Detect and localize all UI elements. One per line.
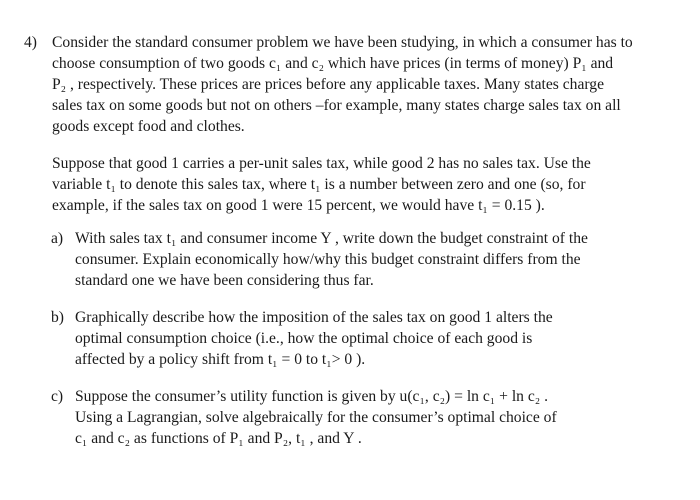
part-line: Suppose the consumer’s utility function is given by u(c₁, c₂) = ln c₁ + ln c₂ . bbox=[75, 388, 548, 405]
intro-line: P₂ , respectively. These prices are prices before any applicable taxes. Many states charge bbox=[52, 76, 605, 93]
part-line: With sales tax t₁ and consumer income Y , write down the budget constraint of the bbox=[75, 230, 588, 247]
part-label: c) bbox=[51, 388, 64, 405]
part-line: standard one we have been considering thus far. bbox=[75, 272, 374, 289]
question-number: 4) bbox=[24, 34, 37, 51]
intro-line: sales tax on some goods but not on others –for example, many states charge sales tax on all bbox=[52, 97, 621, 114]
part-line: Graphically describe how the imposition of the sales tax on good 1 alters the bbox=[75, 309, 553, 326]
question-intro bbox=[52, 32, 684, 137]
part-line: Using a Lagrangian, solve algebraically for the consumer’s optimal choice of bbox=[75, 409, 557, 426]
setup-line: variable t₁ to denote this sales tax, where t₁ is a number between zero and one (so, for bbox=[52, 176, 586, 193]
part-label: b) bbox=[51, 309, 64, 326]
part-line: consumer. Explain economically how/why this budget constraint differs from the bbox=[75, 251, 581, 268]
part-line: affected by a policy shift from t₁ = 0 to t₁> 0 ). bbox=[75, 351, 366, 368]
part-label: a) bbox=[51, 230, 64, 247]
part-text bbox=[75, 307, 553, 370]
intro-line: goods except food and clothes. bbox=[52, 118, 245, 135]
part-text bbox=[75, 228, 588, 291]
part-text bbox=[75, 386, 557, 449]
setup-line: Suppose that good 1 carries a per-unit sales tax, while good 2 has no sales tax. Use the bbox=[52, 155, 591, 172]
intro-line: choose consumption of two goods c₁ and c₂ which have prices (in terms of money) P₁ and bbox=[52, 55, 614, 72]
part-line: c₁ and c₂ as functions of P₁ and P₂, t₁ , and Y . bbox=[75, 430, 362, 447]
part-line: optimal consumption choice (i.e., how the optimal choice of each good is bbox=[75, 330, 533, 347]
setup-line: example, if the sales tax on good 1 were 15 percent, we would have t₁ = 0.15 ). bbox=[52, 197, 545, 214]
intro-line: Consider the standard consumer problem we have been studying, in which a consumer has to bbox=[52, 34, 633, 51]
question-setup bbox=[52, 153, 684, 216]
